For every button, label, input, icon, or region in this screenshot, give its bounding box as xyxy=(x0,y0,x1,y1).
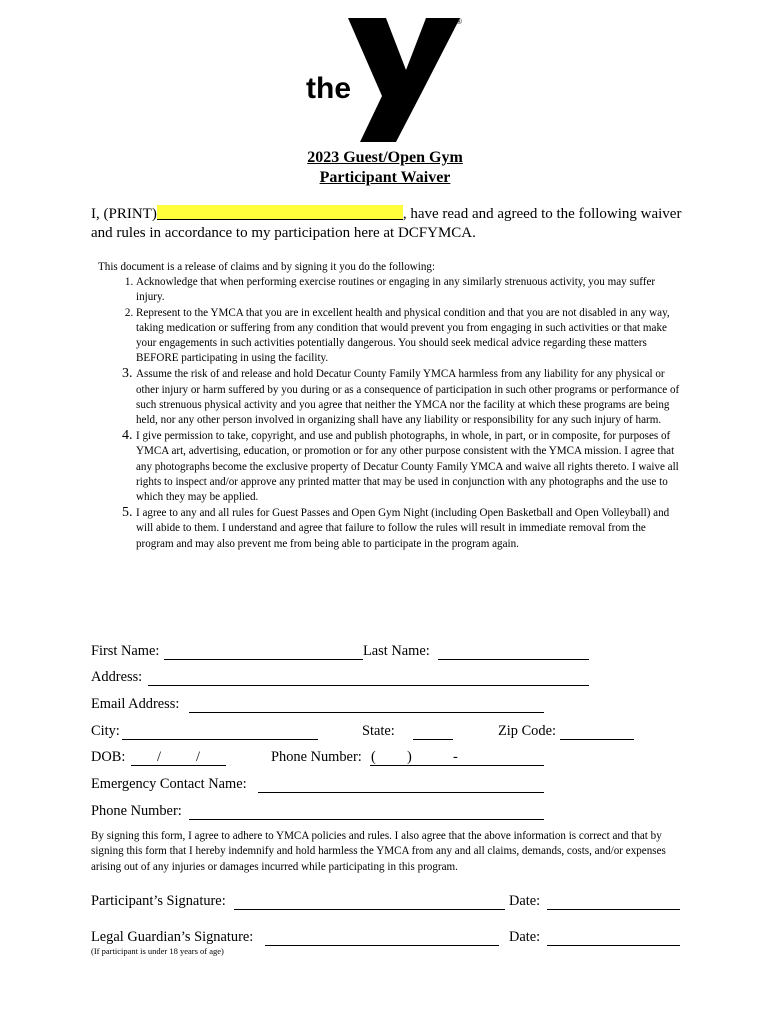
date-field-2[interactable] xyxy=(547,945,680,946)
phone-dash: - xyxy=(453,749,458,765)
zip-field[interactable] xyxy=(560,739,634,740)
phone-open-paren: ( xyxy=(371,749,376,765)
email-field[interactable] xyxy=(189,712,544,713)
release-heading: This document is a release of claims and by signing it you do the following: xyxy=(98,261,436,273)
registered-mark: ® xyxy=(456,17,462,26)
dob-sep-1: / xyxy=(157,749,161,765)
emergency-contact-label: Emergency Contact Name: xyxy=(91,776,247,792)
phone-label: Phone Number: xyxy=(271,749,362,765)
guardian-signature-label: Legal Guardian’s Signature: xyxy=(91,929,254,945)
dob-field[interactable] xyxy=(131,765,226,766)
first-name-field[interactable] xyxy=(164,659,363,660)
y-mark xyxy=(348,18,460,142)
state-label: State: xyxy=(362,723,395,739)
participant-signature-field[interactable] xyxy=(234,909,505,910)
email-label: Email Address: xyxy=(91,696,180,712)
first-name-label: First Name: xyxy=(91,643,160,659)
city-label: City: xyxy=(91,723,120,739)
print-name-field[interactable] xyxy=(157,205,403,220)
intro-prefix: I, (PRINT) xyxy=(91,206,157,222)
phone-close-paren: ) xyxy=(407,749,412,765)
address-label: Address: xyxy=(91,669,143,685)
dob-label: DOB: xyxy=(91,749,126,765)
participant-signature-label: Participant’s Signature: xyxy=(91,893,226,909)
release-item-5: 5. I agree to any and all rules for Guest Passes and Open Gym Night (including Open Basketball and Open Volleyball) and will abide to them. I understand and agree that failure to follow the rules will result in immediate removal from the program and may also prevent me from being able to participate in the program again. xyxy=(136,505,683,552)
address-field[interactable] xyxy=(148,685,589,686)
release-item-3: 3. Assume the risk of and release and hold Decatur County Family YMCA harmless from any liability for any physical or other injury or harm suffered by you during or as a consequence of participation in such other programs or performance of such strenuous physical activity and you agree that neither the YMCA nor the facility at which these programs are being held, nor any other person involved in organizing shall have any liability or responsibility for any such injury of harm. xyxy=(136,366,683,428)
date-label-1: Date: xyxy=(509,893,541,909)
logo-mark-text: YMCA xyxy=(413,106,437,138)
date-label-2: Date: xyxy=(509,929,541,945)
guardian-note: (If participant is under 18 years of age) xyxy=(91,946,224,956)
release-section xyxy=(98,260,683,552)
last-name-field[interactable] xyxy=(438,659,589,660)
emergency-contact-field[interactable] xyxy=(258,792,544,793)
release-item-2: 2. Represent to the YMCA that you are in excellent health and physical condition and that you are not disabled in any way, taking medication or suffering from any condition that would prevent you from engaging in such activities or that make your engagements in such activities potentially dangerous. You should seek medical advice regarding these matters BEFORE participating in using the facility. xyxy=(136,306,683,367)
emergency-phone-field[interactable] xyxy=(189,819,544,820)
zip-label: Zip Code: xyxy=(498,723,556,739)
date-field-1[interactable] xyxy=(547,909,680,910)
logo-word: the xyxy=(306,72,351,105)
guardian-signature-field[interactable] xyxy=(265,945,499,946)
consent-statement: By signing this form, I agree to adhere to YMCA policies and rules. I also agree that the above information is correct and that by signing this form that I hereby indemnify and hold harmless the YMCA from any and all claims, demands, costs, and/or expenses arising out of any injuries or damages incurred while participating in this program. xyxy=(91,830,666,873)
last-name-label: Last Name: xyxy=(363,643,430,659)
city-field[interactable] xyxy=(122,739,318,740)
intro-suffix: , have read and agreed to the following waiver and rules in accordance to my participation here at DCFYMCA. xyxy=(91,206,682,241)
release-item-4: 4. I give permission to take, copyright, and use and publish photographs, in whole, in part, or in composite, for purposes of YMCA art, advertising, education, or promotion or for any other purpose consistent with the YMCA mission. I agree that any photographs become the exclusive property of Decatur County Family YMCA and waive all rights thereto. I waive all rights to inspect and/or approve any printed matter that may be used in conjunction with any photographs and the use to which they may be applied. xyxy=(136,428,683,505)
title-line-1: 2023 Guest/Open Gym xyxy=(307,149,463,166)
intro-statement xyxy=(91,205,691,243)
release-item-1: 1. Acknowledge that when performing exercise routines or engaging in any similarly strenuous activity, you may suffer injury. xyxy=(136,275,683,305)
emergency-phone-label: Phone Number: xyxy=(91,803,182,819)
ymca-logo xyxy=(300,14,470,144)
title-line-2: Participant Waiver xyxy=(319,169,451,186)
release-list xyxy=(98,275,683,552)
dob-sep-2: / xyxy=(196,749,200,765)
state-field[interactable] xyxy=(413,739,453,740)
